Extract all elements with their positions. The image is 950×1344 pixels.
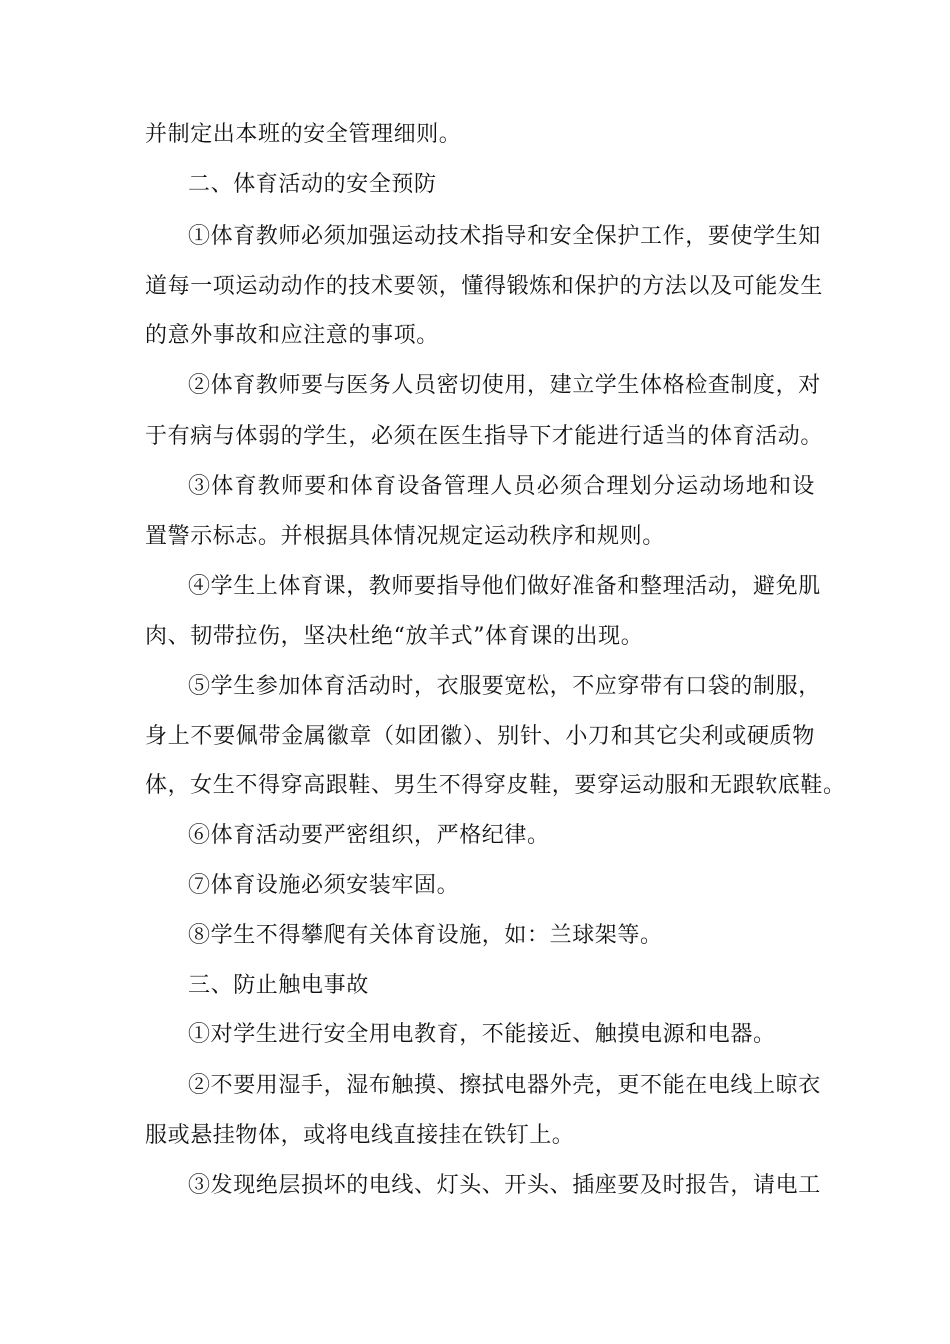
text-line: ②不要用湿手，湿布触摸、擦拭电器外壳，更不能在电线上晾衣 [188,1073,821,1098]
section-heading: 三、防止触电事故 [188,973,369,998]
text-line: ①体育教师必须加强运动技术指导和安全保护工作，要使学生知 [188,224,821,249]
text-line: ①对学生进行安全用电教育，不能接近、触摸电源和电器。 [188,1022,776,1047]
text-line: 于有病与体弱的学生，必须在医生指导下才能进行适当的体育活动。 [145,424,824,449]
text-line: 身上不要佩带金属徽章（如团徽）、别针、小刀和其它尖利或硬质物 [145,724,815,749]
text-line: ②体育教师要与医务人员密切使用，建立学生体格检查制度，对 [188,373,821,398]
text-line: 的意外事故和应注意的事项。 [145,323,439,348]
text-line: ④学生上体育课，教师要指导他们做好准备和整理活动，避免肌 [188,574,821,599]
text-line: ⑦体育设施必须安装牢固。 [188,873,460,898]
text-line: ③发现绝层损坏的电线、灯头、开头、插座要及时报告，请电工 [188,1173,821,1198]
text-line: 置警示标志。并根据具体情况规定运动秩序和规则。 [145,524,665,549]
text-line: 道每一项运动动作的技术要领，懂得锻炼和保护的方法以及可能发生 [145,274,824,299]
text-line: ③体育教师要和体育设备管理人员必须合理划分运动场地和设 [188,474,815,499]
text-line: ⑤学生参加体育活动时，衣服要宽松，不应穿带有口袋的制服， [188,674,821,699]
text-line: 体，女生不得穿高跟鞋、男生不得穿皮鞋，要穿运动服和无跟软底鞋。 [145,773,846,798]
text-line: 肉、韧带拉伤，坚决杜绝“放羊式”体育课的出现。 [145,624,644,649]
section-heading: 二、体育活动的安全预防 [188,172,437,197]
text-line: 服或悬挂物体，或将电线直接挂在铁钉上。 [145,1123,575,1148]
text-line: ⑥体育活动要严密组织，严格纪律。 [188,823,550,848]
text-line: 并制定出本班的安全管理细则。 [145,122,462,147]
text-line: ⑧学生不得攀爬有关体育设施，如：兰球架等。 [188,923,663,948]
